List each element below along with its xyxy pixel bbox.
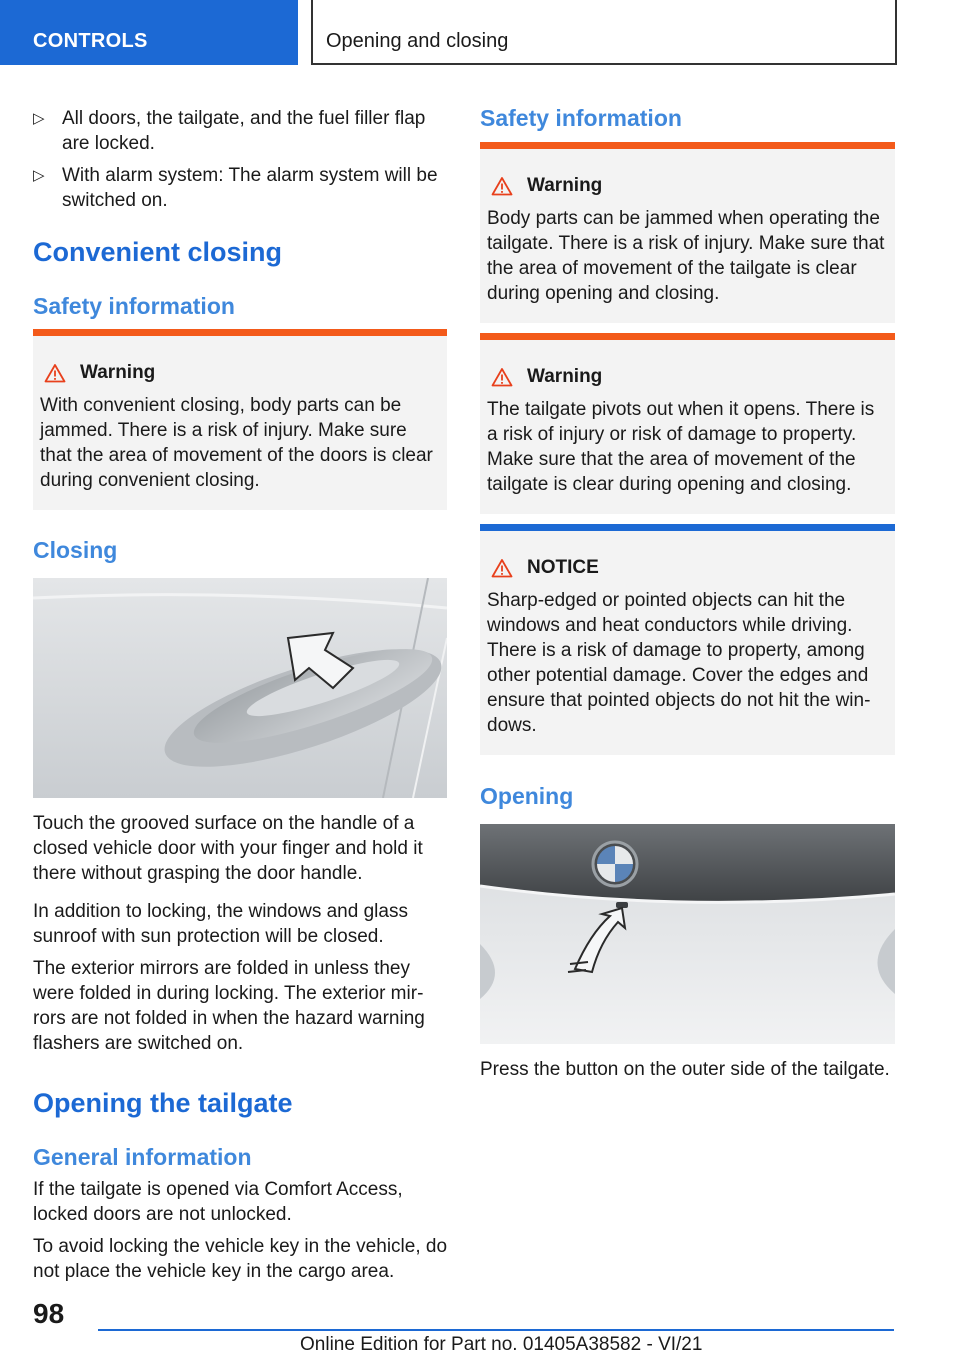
warning-text: Body parts can be jammed when operating the tailgate. There is a risk of injury. Make sure that the area of movement of the tailgate is clear during opening and closing.: [487, 208, 885, 304]
notice-title: NOTICE: [527, 557, 599, 578]
notice-text: Sharp-edged or pointed objects can hit the windows and heat conductors while driving. There is a risk of damage to property, among other potential damage. Cover the edges and ensure that pointed objects do not hit the windows.: [487, 590, 871, 736]
warning-title: Warning: [527, 366, 603, 387]
heading-safety-information: Safety information: [33, 293, 235, 319]
warning-triangle-icon: [491, 176, 513, 196]
general-text: If the tailgate is opened via Comfort Access, locked doors are not unlocked. To avoid locking the vehicle key in the vehicle, do not place the vehicle key in the cargo area.: [33, 1179, 448, 1282]
heading-opening-tailgate: Opening the tailgate: [33, 1088, 293, 1118]
heading-closing: Closing: [33, 537, 118, 563]
heading-convenient-closing: Convenient closing: [33, 237, 283, 267]
warning-box: [480, 142, 895, 323]
door-handle-illustration: [33, 578, 447, 798]
list-item: ▷ With alarm system: The alarm system will be switched on.: [33, 165, 438, 211]
footer-rule: [98, 1329, 894, 1331]
warning-triangle-icon: [44, 363, 66, 383]
warning-text: With convenient closing, body parts can be jammed. There is a risk of injury. Make sure that the area of movement of the doors is clear during convenient closing.: [40, 395, 433, 491]
list-item: ▷ All doors, the tailgate, and the fuel filler flap are locked.: [33, 108, 426, 154]
warning-triangle-icon: [491, 558, 513, 578]
warning-box: [480, 333, 895, 514]
warning-title: Warning: [80, 362, 156, 383]
closing-text: Touch the grooved surface on the handle of a closed vehicle door with your finger and hold it there without grasping the door handle. In addition to locking, the windows and glass sunroof with sun protection will be closed. The exterior mirrors are folded in unless they were folded in during locking. The exterior mirrors are not folded in when the hazard warning flashers are switched on.: [33, 813, 425, 1054]
opening-text: Press the button on the outer side of the tailgate.: [480, 1059, 890, 1080]
bullet-list: [33, 106, 449, 213]
warning-title: Warning: [527, 175, 603, 196]
triangle-bullet-icon: ▷: [33, 167, 45, 184]
notice-box: [480, 524, 895, 755]
chapter-header: [311, 0, 897, 65]
heading-opening: Opening: [480, 783, 574, 809]
tailgate-button-illustration: [480, 824, 895, 1044]
heading-general-information: General information: [33, 1144, 252, 1170]
page-number: 98: [33, 1298, 65, 1329]
footer-edition: Online Edition for Part no. 01405A38582 - VI/21: [300, 1334, 703, 1355]
section-label: CONTROLS: [33, 30, 148, 52]
warning-text: The tailgate pivots out when it opens. There is a risk of injury or risk of damage to property. Make sure that the area of movement of the tailgate is clear during opening and closing.: [487, 399, 875, 495]
chapter-title: Opening and closing: [326, 30, 509, 52]
warning-triangle-icon: [491, 367, 513, 387]
warning-box: [33, 329, 447, 510]
section-tab: [0, 0, 298, 65]
triangle-bullet-icon: ▷: [33, 110, 45, 127]
heading-safety-information-right: Safety information: [480, 105, 682, 131]
